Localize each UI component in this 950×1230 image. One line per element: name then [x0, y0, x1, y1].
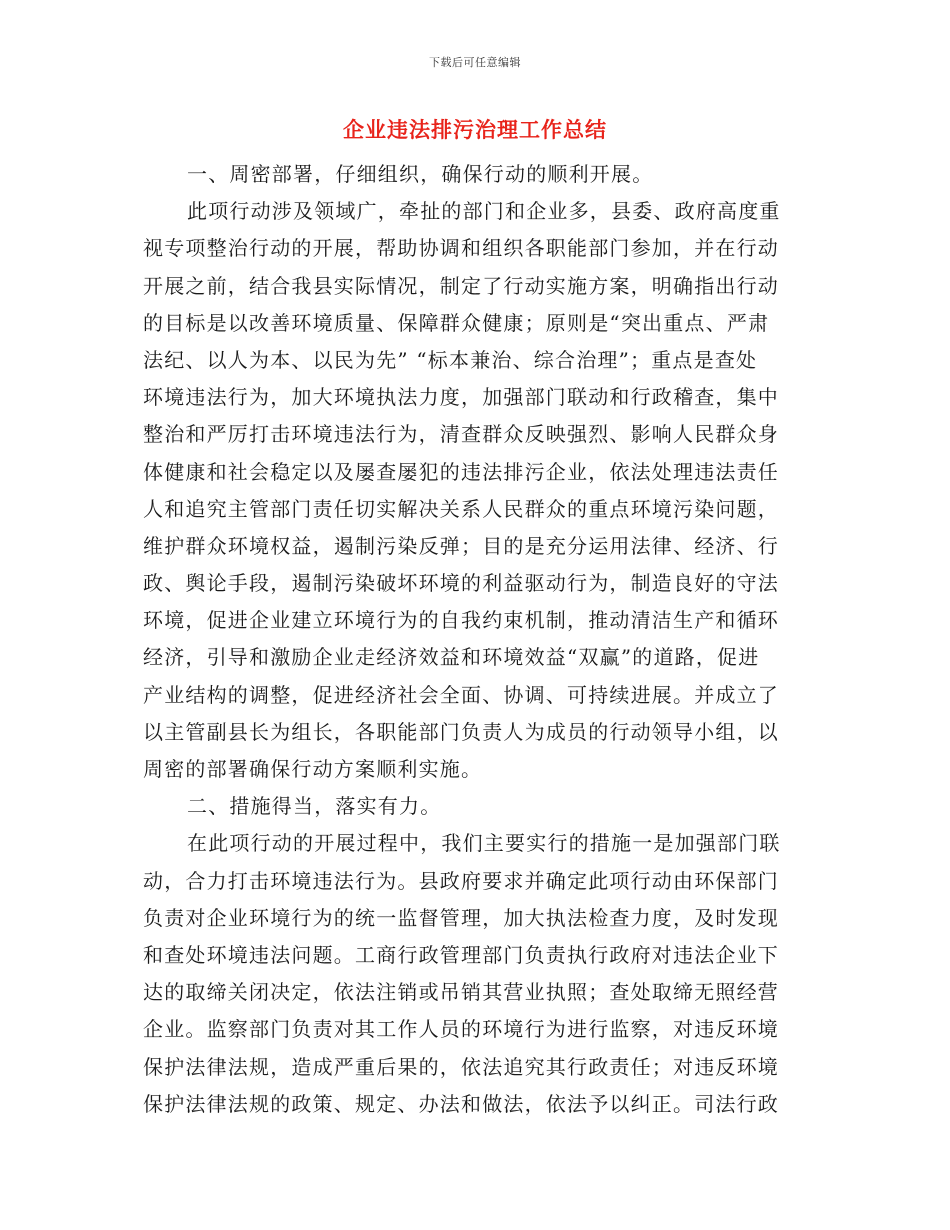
section-heading-1: 一、周密部署，仔细组织，确保行动的顺利开展。 — [187, 162, 654, 186]
paragraph-line: 周密的部署确保行动方案顺利实施。 — [143, 757, 483, 781]
paragraph-line: 负责对企业环境行为的统一监督管理，加大执法检查力度，及时发现 — [143, 905, 779, 930]
paragraph-line: 开展之前，结合我县实际情况，制定了行动实施方案，明确指出行动 — [143, 273, 779, 298]
paragraph-line: 法纪、以人为本、以民为先” “标本兼治、综合治理”；重点是查处 — [143, 347, 758, 372]
document-body — [143, 156, 807, 1123]
paragraph-line: 政、舆论手段，遏制污染破坏环境的利益驱动行为，制造良好的守法 — [143, 571, 779, 596]
paragraph-line: 和查处环境违法问题。工商行政管理部门负责执行政府对违法企业下 — [143, 942, 779, 967]
paragraph-line: 企业。监察部门负责对其工作人员的环境行为进行监察，对违反环境 — [143, 1017, 779, 1042]
paragraph-line: 动，合力打击环境违法行为。县政府要求并确定此项行动由环保部门 — [143, 868, 779, 893]
paragraph-line: 维护群众环境权益，遏制污染反弹；目的是充分运用法律、经济、行 — [143, 533, 779, 558]
paragraph-line: 整治和严厉打击环境违法行为，清查群众反映强烈、影响人民群众身 — [143, 422, 779, 447]
paragraph-line: 的目标是以改善环境质量、保障群众健康；原则是“突出重点、严肃 — [143, 310, 770, 335]
paragraph-line: 体健康和社会稳定以及屡查屡犯的违法排污企业，依法处理违法责任 — [143, 459, 779, 484]
paragraph-line: 以主管副县长为组长，各职能部门负责人为成员的行动领导小组，以 — [143, 719, 779, 744]
paragraph-line: 保护法律法规的政策、规定、办法和做法，依法予以纠正。司法行政 — [143, 1091, 779, 1116]
paragraph-line: 人和追究主管部门责任切实解决关系人民群众的重点环境污染问题， — [143, 496, 779, 521]
paragraph-line: 产业结构的调整，促进经济社会全面、协调、可持续进展。并成立了 — [143, 682, 779, 707]
paragraph-line: 此项行动涉及领域广，牵扯的部门和企业多，县委、政府高度重 — [187, 199, 781, 224]
document-title: 企业违法排污治理工作总结 — [343, 117, 607, 142]
paragraph-line: 环境违法行为，加大环境执法力度，加强部门联动和行政稽查，集中 — [143, 385, 779, 410]
page-header-note: 下载后可任意编辑 — [429, 56, 521, 69]
paragraph-line: 在此项行动的开展过程中，我们主要实行的措施一是加强部门联 — [187, 831, 781, 856]
paragraph-line: 环境，促进企业建立环境行为的自我约束机制，推动清洁生产和循环 — [143, 608, 779, 633]
paragraph-line: 保护法律法规，造成严重后果的，依法追究其行政责任；对违反环境 — [143, 1054, 779, 1079]
paragraph-line: 视专项整治行动的开展，帮助协调和组织各职能部门参加，并在行动 — [143, 236, 779, 261]
paragraph-line: 达的取缔关闭决定，依法注销或吊销其营业执照；查处取缔无照经营 — [143, 980, 779, 1005]
paragraph-line: 经济，引导和激励企业走经济效益和环境效益“双赢”的道路，促进 — [143, 645, 760, 670]
section-heading-2: 二、措施得当，落实有力。 — [187, 794, 442, 819]
